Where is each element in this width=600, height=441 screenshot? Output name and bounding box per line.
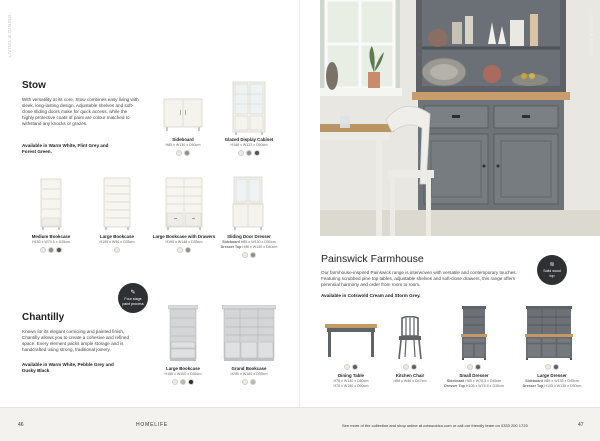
chantilly-large-bookcase-image bbox=[168, 305, 198, 361]
colour-swatches bbox=[148, 247, 220, 253]
swatch-warm-white bbox=[238, 150, 244, 156]
painswick-availability: Available in Cotswold Cream and Storm Grey. bbox=[321, 293, 421, 298]
product-name: Large Bookcase bbox=[100, 234, 134, 239]
dims-label: Dresser Top bbox=[444, 384, 465, 388]
product-stow-large-bookcase bbox=[86, 234, 148, 253]
dims-value: H96 x W130 x D40cm bbox=[242, 245, 278, 249]
page-number-right: 47 bbox=[578, 422, 584, 428]
swatch-storm-grey bbox=[553, 364, 559, 370]
chantilly-title: Chantilly bbox=[22, 312, 65, 323]
swatch-flint-grey bbox=[185, 247, 191, 253]
product-stow-sideboard bbox=[150, 137, 216, 156]
product-stow-bookcase-drawers bbox=[148, 234, 220, 253]
colour-swatches bbox=[382, 364, 438, 370]
painswick-small-dresser-image bbox=[460, 306, 488, 360]
product-dimensions: H195 x W148 x D35cm bbox=[165, 240, 203, 244]
dims-label: Sideboard bbox=[525, 379, 543, 383]
product-dimensions-dresser-top bbox=[512, 384, 592, 388]
chantilly-description: Known for its elegant corniciing and painted finish, Chantilly allows you to create a cohesive and refined space. Every element packs ample storage and is handcrafted using strong, traditional joinery. bbox=[22, 329, 129, 352]
colour-swatches bbox=[150, 150, 216, 156]
colour-swatches bbox=[21, 247, 81, 253]
product-dimensions: H200 x W180 x D35cm bbox=[230, 372, 268, 376]
stow-sliding-dresser-image bbox=[232, 176, 264, 231]
product-chantilly-grand-bookcase bbox=[215, 366, 283, 385]
product-painswick-dining-table bbox=[314, 364, 388, 388]
product-stow-sliding-dresser bbox=[214, 234, 284, 258]
swatch-warm-white bbox=[177, 247, 183, 253]
product-dimensions: H78 x W140 x D80cm bbox=[333, 379, 369, 383]
badge-text: Solid wood top bbox=[543, 269, 561, 278]
product-stow-display-cabinet bbox=[215, 137, 283, 156]
product-dimensions-sideboard bbox=[214, 240, 284, 244]
stow-sideboard-image bbox=[163, 98, 203, 132]
colour-swatches bbox=[512, 364, 592, 370]
painswick-title: Painswick Farmhouse bbox=[321, 253, 424, 265]
swatch-dusky-black bbox=[188, 379, 194, 385]
paint-process-badge bbox=[118, 283, 148, 313]
stow-medium-bookcase-image bbox=[40, 178, 62, 230]
product-dimensions: H195 x W90 x D35cm bbox=[99, 240, 135, 244]
product-name: Large Bookcase bbox=[166, 366, 200, 371]
swatch-pebble-grey bbox=[180, 379, 186, 385]
product-name: Large Bookcase with Drawers bbox=[152, 234, 216, 239]
swatch-warm-white bbox=[176, 150, 182, 156]
colour-swatches bbox=[214, 252, 284, 258]
dims-value: H85 x W130 x D50cm bbox=[240, 240, 276, 244]
dims-value: H105 x W135 x D30cm bbox=[544, 384, 582, 388]
stow-bookcase-drawers-image bbox=[165, 177, 203, 230]
product-name: Large Dresser bbox=[537, 373, 567, 378]
stow-description: With versatility at its core, Stow combines easy living with sleek, long-lasting design. Adjustable shelves and soft-close sliding doors make for quick access, while the highly protective coats of paint are colour matched to withstand any knocks or grazes. bbox=[22, 97, 139, 126]
swatch-warm-white bbox=[172, 379, 178, 385]
painswick-kitchen-chair-image bbox=[397, 316, 423, 360]
product-dimensions: H186 x W122 x D50cm bbox=[230, 143, 268, 147]
painswick-dining-table-image bbox=[325, 322, 377, 358]
footer-contact-note: See more of the collection and shop online at cotswoldco.com or call our friendly team on 0333 200 1725 bbox=[342, 422, 528, 428]
colour-swatches bbox=[215, 150, 283, 156]
stow-display-cabinet-image bbox=[232, 81, 266, 135]
paintbrush-icon: ✎ bbox=[130, 290, 136, 296]
product-dimensions-dresser-top bbox=[214, 245, 284, 249]
product-name: Sideboard bbox=[172, 137, 194, 142]
product-dimensions: H150 x W70.5 x D35cm bbox=[32, 240, 70, 244]
product-dimensions: H88 x W46 x D47cm bbox=[393, 379, 427, 383]
swatch-storm-grey bbox=[352, 364, 358, 370]
product-dimensions: H85 x W130 x D50cm bbox=[165, 143, 201, 147]
chantilly-grand-bookcase-image bbox=[222, 305, 276, 361]
swatch-forest-green bbox=[254, 150, 260, 156]
chantilly-availability: Available in Warm White, Pebble Grey and Dusky Black bbox=[22, 362, 114, 373]
swatch-warm-white bbox=[242, 252, 248, 258]
product-dimensions-alt: H78 x W190 x D90cm bbox=[333, 384, 369, 388]
dims-label: Sideboard bbox=[446, 379, 465, 383]
swatch-warm-white bbox=[114, 247, 120, 253]
swatch-forest-green bbox=[56, 247, 62, 253]
swatch-flint-grey bbox=[246, 150, 252, 156]
product-painswick-kitchen-chair bbox=[382, 364, 438, 383]
swatch-cotswold-cream bbox=[344, 364, 350, 370]
colour-swatches bbox=[86, 247, 148, 253]
swatch-cotswold-cream bbox=[545, 364, 551, 370]
product-dimensions-sideboard bbox=[434, 379, 514, 383]
product-stow-medium-bookcase bbox=[21, 234, 81, 253]
product-name: Medium Bookcase bbox=[31, 234, 71, 239]
colour-swatches bbox=[215, 379, 283, 385]
colour-swatches bbox=[152, 379, 214, 385]
stow-large-bookcase-image bbox=[103, 177, 131, 230]
product-chantilly-large-bookcase bbox=[152, 366, 214, 385]
badge-text: Four stage paint process bbox=[122, 297, 144, 306]
swatch-storm-grey bbox=[411, 364, 417, 370]
product-name: Sliding Door Dresser bbox=[227, 234, 271, 239]
colour-swatches bbox=[314, 364, 388, 370]
section-tab-left: LIVING & DINING bbox=[7, 14, 12, 58]
dims-value: H85 x W78.5 x D45cm bbox=[465, 379, 502, 383]
stow-availability: Available in Warm White, Flint Grey and Forest Green. bbox=[22, 143, 109, 154]
swatch-cotswold-cream bbox=[403, 364, 409, 370]
swatch-warm-white bbox=[40, 247, 46, 253]
wood-grain-icon: ≋ bbox=[549, 262, 555, 268]
page-footer bbox=[0, 407, 600, 441]
product-name: Grand Bookcase bbox=[231, 366, 267, 371]
swatch-warm-white bbox=[242, 379, 248, 385]
colour-swatches bbox=[434, 364, 514, 370]
dims-label: Sideboard bbox=[222, 240, 240, 244]
solid-wood-badge bbox=[537, 255, 567, 285]
dims-label: Dresser Top bbox=[220, 245, 242, 249]
swatch-flint-grey bbox=[250, 252, 256, 258]
product-name: Glazed Display Cabinet bbox=[224, 137, 274, 142]
magazine-brand: HOMELIFE bbox=[136, 422, 168, 428]
page-number-left: 46 bbox=[18, 422, 24, 428]
swatch-flint-grey bbox=[184, 150, 190, 156]
product-painswick-small-dresser bbox=[434, 364, 514, 388]
product-name: Dining Table bbox=[337, 373, 365, 378]
swatch-pebble-grey bbox=[250, 379, 256, 385]
product-name: Kitchen Chair bbox=[395, 373, 425, 378]
painswick-large-dresser-image bbox=[524, 306, 574, 360]
swatch-cotswold-cream bbox=[467, 364, 473, 370]
stow-title: Stow bbox=[22, 80, 46, 91]
product-name: Small Dresser bbox=[459, 373, 489, 378]
swatch-flint-grey bbox=[48, 247, 54, 253]
painswick-description: Our farmhouse-inspired Painswick range is interwoven with versatile and contemporary touches. Featuring scrubbed pine top tables, adjustable shelves and soft-close drawers, this range offers perennial harmony and order from room to room. bbox=[321, 270, 517, 287]
swatch-storm-grey bbox=[475, 364, 481, 370]
left-page bbox=[0, 0, 300, 407]
right-page bbox=[300, 0, 600, 407]
product-dimensions-dresser-top bbox=[434, 384, 514, 388]
dims-value: H85 x W135 x D45cm bbox=[543, 379, 579, 383]
dims-label: Dresser Top bbox=[522, 384, 544, 388]
section-tab-right: LIVING & DINING bbox=[589, 14, 594, 58]
product-dimensions: H185 x W100 x D35cm bbox=[164, 372, 202, 376]
product-dimensions-sideboard bbox=[512, 379, 592, 383]
dims-value: H105 x W78.5 x D30cm bbox=[465, 384, 504, 388]
kitchen-lifestyle-photo bbox=[320, 0, 600, 236]
product-painswick-large-dresser bbox=[512, 364, 592, 388]
